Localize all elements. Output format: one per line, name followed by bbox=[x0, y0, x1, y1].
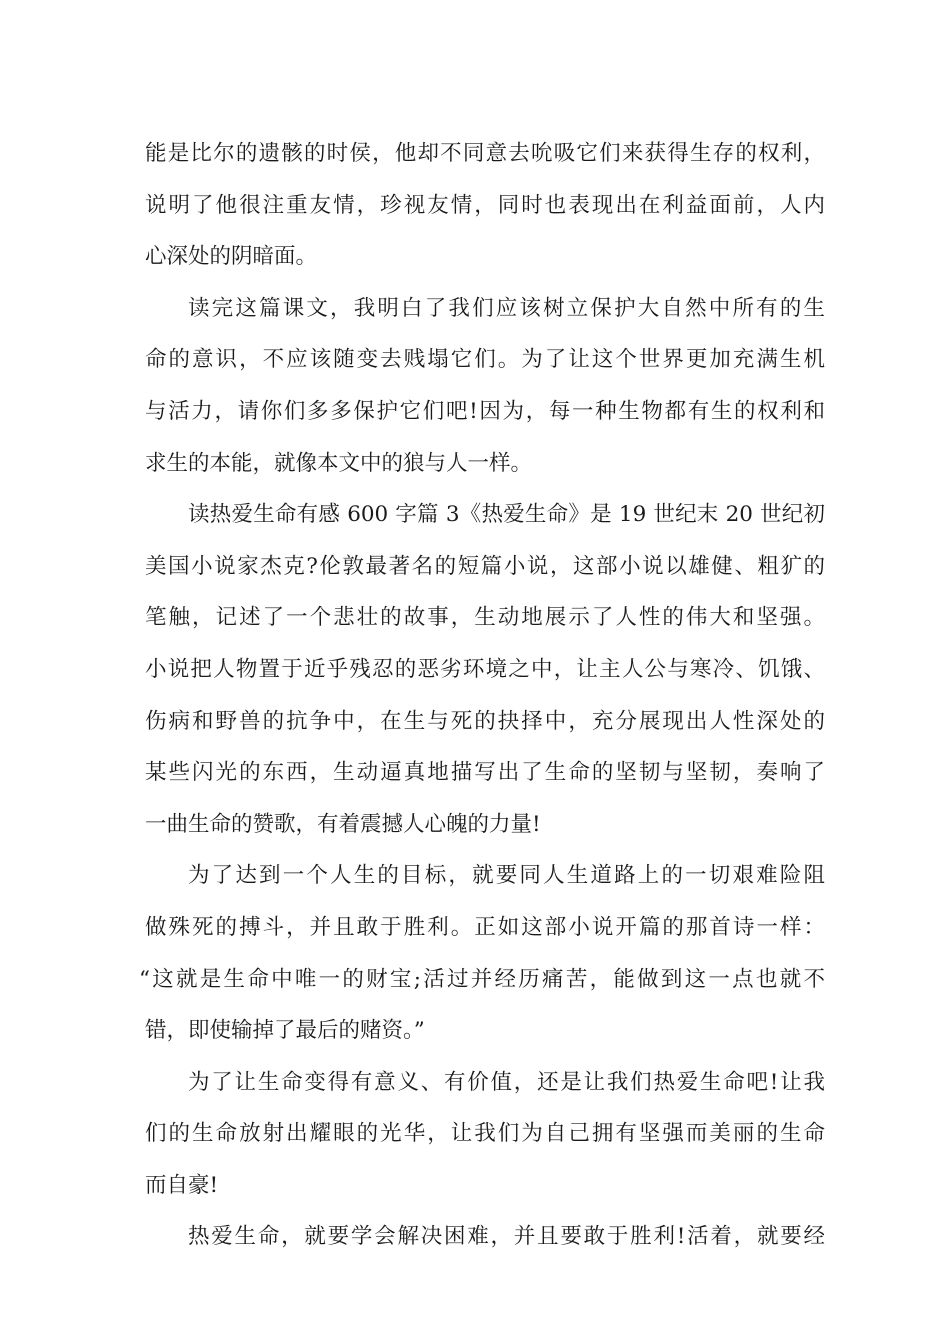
text-line: 说明了他很注重友情，珍视友情，同时也表现出在利益面前，人内 bbox=[145, 192, 825, 218]
text-line: 命的意识，不应该随变去贱塌它们。为了让这个世界更加充满生机 bbox=[145, 347, 825, 373]
text-line: 伤病和野兽的抗争中，在生与死的抉择中，充分展现出人性深处的 bbox=[145, 708, 825, 734]
text-line: 某些闪光的东西，生动逼真地描写出了生命的坚韧与坚韧，奏响了 bbox=[145, 760, 825, 786]
text-line: 为了达到一个人生的目标，就要同人生道路上的一切艰难险阻 bbox=[188, 863, 825, 889]
text-line: 做殊死的搏斗，并且敢于胜利。正如这部小说开篇的那首诗一样： bbox=[145, 914, 825, 940]
text-line: 小说把人物置于近乎残忍的恶劣环境之中，让主人公与寒冷、饥饿、 bbox=[145, 656, 825, 682]
text-line: 能是比尔的遗骸的时侯，他却不同意去吮吸它们来获得生存的权利， bbox=[145, 141, 825, 166]
text-line: “这就是生命中唯一的财宝;活过并经历痛苦，能做到这一点也就不 bbox=[139, 966, 825, 992]
text-line: 们的生命放射出耀眼的光华，让我们为自己拥有坚强而美丽的生命 bbox=[145, 1121, 825, 1147]
text-line: 笔触，记述了一个悲壮的故事，生动地展示了人性的伟大和坚强。 bbox=[145, 605, 825, 631]
text-line: 一曲生命的赞歌，有着震撼人心魄的力量! bbox=[145, 811, 541, 837]
text-line: 读热爱生命有感 600 字篇 3《热爱生命》是 19 世纪末 20 世纪初 bbox=[188, 502, 825, 528]
text-line: 与活力，请你们多多保护它们吧!因为，每一种生物都有生的权利和 bbox=[145, 398, 825, 424]
text-line: 热爱生命，就要学会解决困难，并且要敢于胜利!活着，就要经 bbox=[188, 1224, 825, 1250]
text-line: 为了让生命变得有意义、有价值，还是让我们热爱生命吧!让我 bbox=[188, 1069, 825, 1095]
text-line: 心深处的阴暗面。 bbox=[145, 244, 318, 270]
body-text bbox=[139, 128, 825, 1263]
text-line: 而自豪! bbox=[145, 1172, 219, 1198]
text-line: 求生的本能，就像本文中的狼与人一样。 bbox=[145, 450, 533, 476]
text-line: 读完这篇课文，我明白了我们应该树立保护大自然中所有的生 bbox=[188, 295, 825, 321]
text-line: 美国小说家杰克?伦敦最著名的短篇小说，这部小说以雄健、粗犷的 bbox=[145, 553, 825, 579]
text-line: 错，即使输掉了最后的赌资。” bbox=[145, 1018, 425, 1044]
